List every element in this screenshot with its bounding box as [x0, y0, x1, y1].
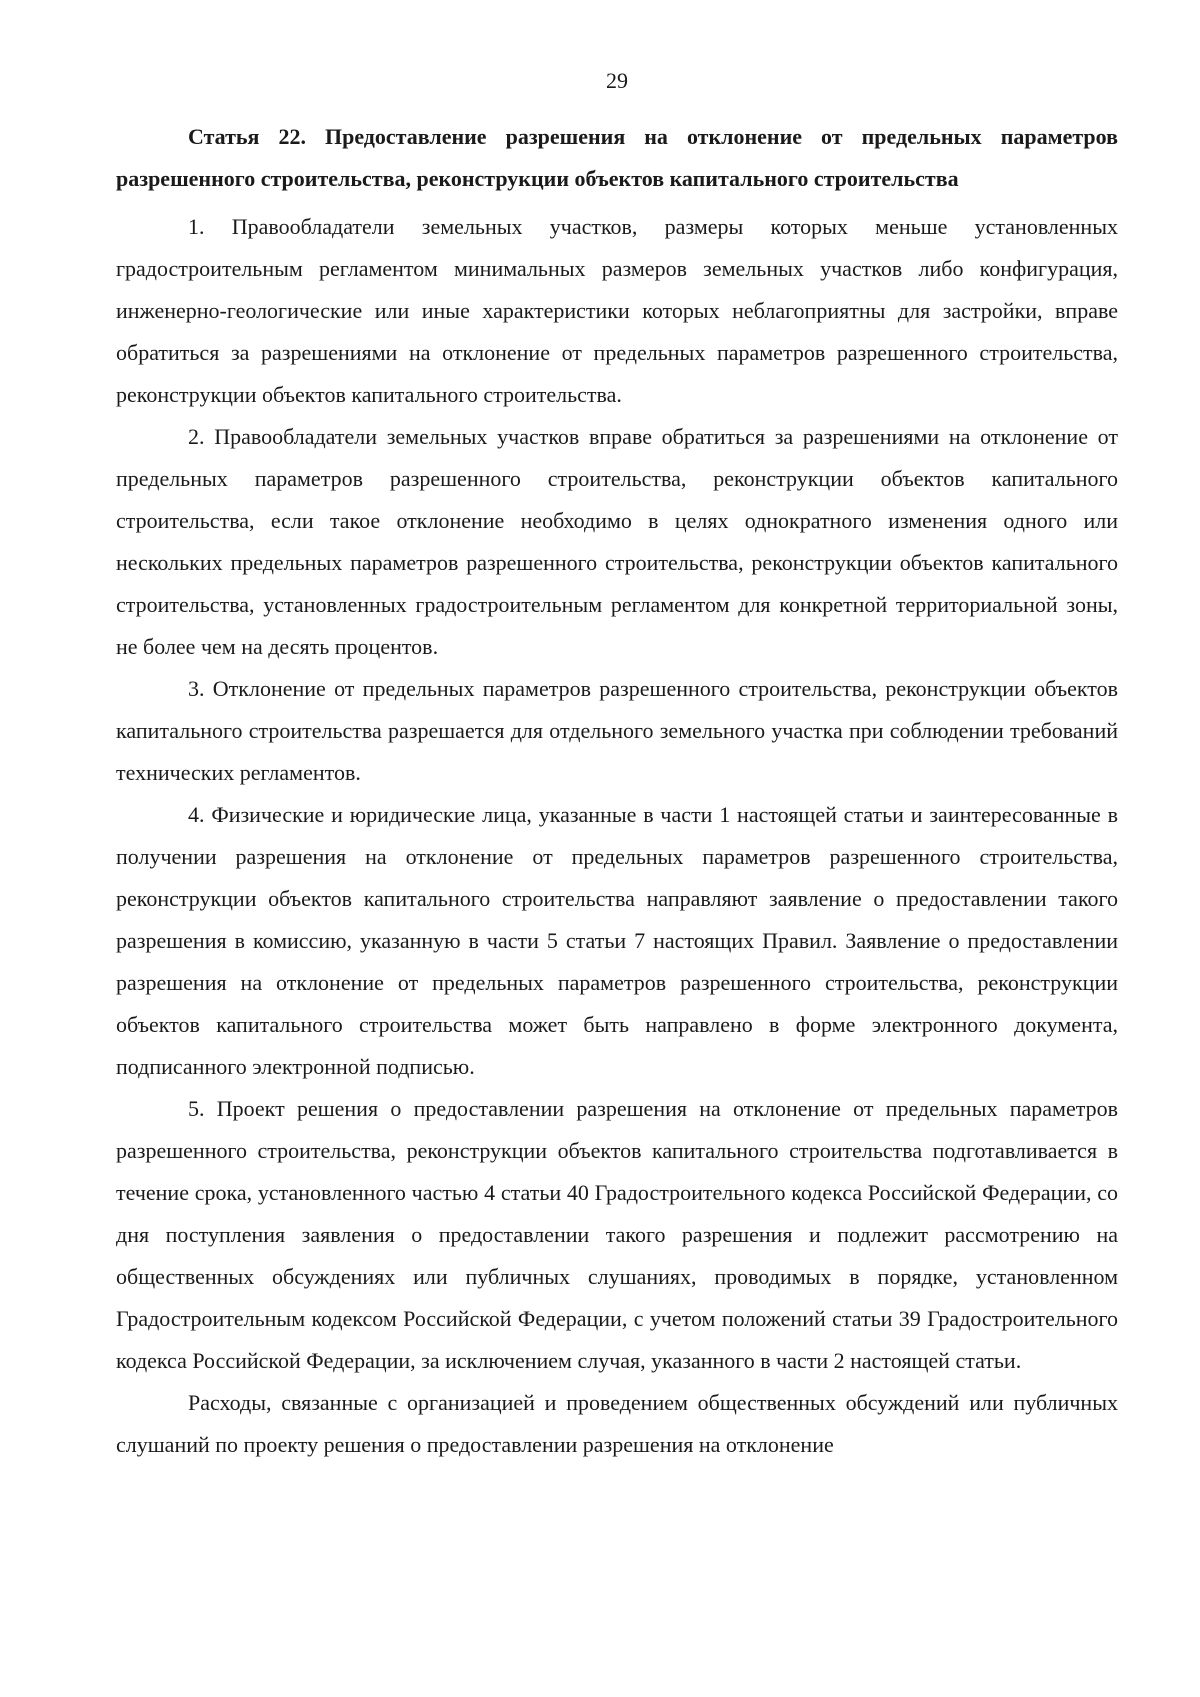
- page-number: 29: [606, 68, 628, 93]
- paragraph-2: 2. Правообладатели земельных участков вправе обратиться за разрешениями на отклонение от предельных параметров разрешенного строительства, реконструкции объектов капитального строительства, если такое отклонение необходимо в целях однократного изменения одного или нескольких предельных параметров разрешенного строительства, реконструкции объектов капитального строительства, установленных градостроительным регламентом для конкретной территориальной зоны, не более чем на десять процентов.: [116, 424, 1118, 659]
- paragraph-3: 3. Отклонение от предельных параметров разрешенного строительства, реконструкции объектов капитального строительства разрешается для отдельного земельного участка при соблюдении требований технических регламентов.: [116, 676, 1118, 785]
- article-title: Статья 22. Предоставление разрешения на отклонение от предельных параметров разрешенного строительства, реконструкции объектов капитального строительства: [116, 124, 1118, 191]
- document-page: [116, 66, 1118, 1466]
- paragraph-6: Расходы, связанные с организацией и проведением общественных обсуждений или публичных слушаний по проекту решения о предоставлении разрешения на отклонение: [116, 1390, 1118, 1457]
- paragraph-5: 5. Проект решения о предоставлении разрешения на отклонение от предельных параметров разрешенного строительства, реконструкции объектов капитального строительства подготавливается в течение срока, установленного частью 4 статьи 40 Градостроительного кодекса Российской Федерации, со дня поступления заявления о предоставлении такого разрешения и подлежит рассмотрению на общественных обсуждениях или публичных слушаниях, проводимых в порядке, установленном Градостроительным кодексом Российской Федерации, с учетом положений статьи 39 Градостроительного кодекса Российской Федерации, за исключением случая, указанного в части 2 настоящей статьи.: [116, 1096, 1118, 1373]
- paragraph-4: 4. Физические и юридические лица, указанные в части 1 настоящей статьи и заинтересованные в получении разрешения на отклонение от предельных параметров разрешенного строительства, реконструкции объектов капитального строительства направляют заявление о предоставлении такого разрешения в комиссию, указанную в части 5 статьи 7 настоящих Правил. Заявление о предоставлении разрешения на отклонение от предельных параметров разрешенного строительства, реконструкции объектов капитального строительства может быть направлено в форме электронного документа, подписанного электронной подписью.: [116, 802, 1118, 1079]
- paragraph-1: 1. Правообладатели земельных участков, размеры которых меньше установленных градостроительным регламентом минимальных размеров земельных участков либо конфигурация, инженерно-геологические или иные характеристики которых неблагоприятны для застройки, вправе обратиться за разрешениями на отклонение от предельных параметров разрешенного строительства, реконструкции объектов капитального строительства.: [116, 214, 1118, 407]
